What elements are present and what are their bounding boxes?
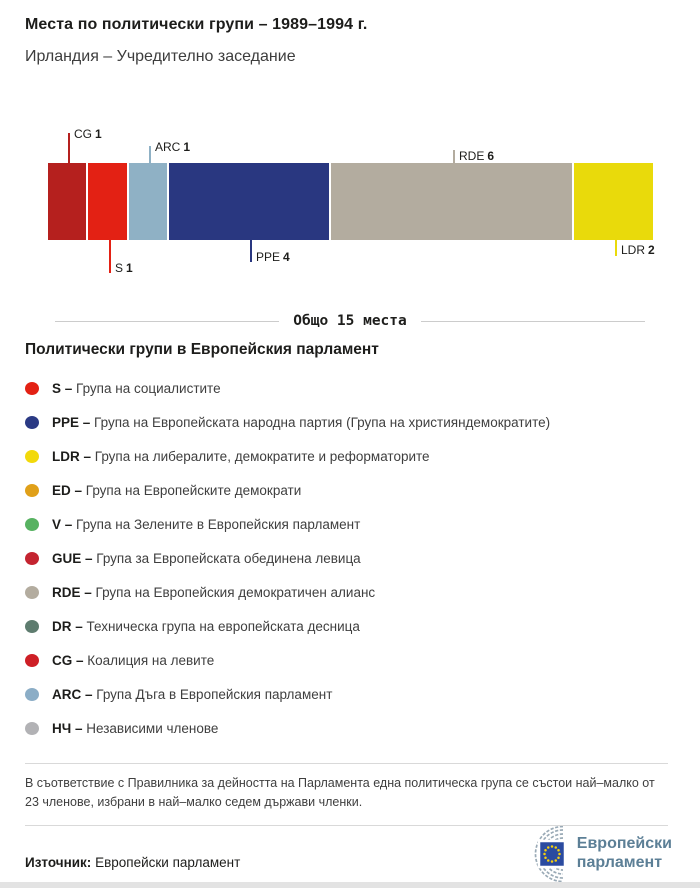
legend-item-arc: [25, 677, 685, 711]
legend-dot-нч: [25, 722, 39, 735]
seats-stacked-bar-chart: [0, 125, 700, 300]
legend-item-v: [25, 507, 685, 541]
legend-dot-ppe: [25, 416, 39, 429]
source-value: Европейски парламент: [95, 855, 241, 870]
legend-item-ed: [25, 473, 685, 507]
legend-label: CG – Коалиция на левите: [52, 652, 215, 668]
legend-heading: Политически групи в Европейския парламент: [25, 341, 379, 358]
divider-rule-left: [55, 321, 279, 322]
legend-label: PPE – Група на Европейската народна партия (Група на християндемократите): [52, 414, 551, 430]
total-seats-divider: [25, 309, 675, 333]
legend-label: НЧ – Независими членове: [52, 720, 219, 736]
logo-text-line2: парламент: [576, 854, 663, 871]
bar-label-arc: [155, 140, 190, 154]
legend-dot-rde: [25, 586, 39, 599]
total-seats-label: Общо 15 места: [293, 313, 407, 329]
bar-label-group: CG: [74, 127, 92, 141]
legend-label: RDE – Група на Европейския демократичен алианс: [52, 584, 376, 600]
bar-label-seats: 1: [183, 140, 191, 154]
european-parliament-logo: [505, 826, 672, 882]
bar-label-ppe: [256, 250, 290, 264]
leader-line-rde: [453, 150, 455, 163]
legend-item-ppe: [25, 405, 685, 439]
bar-label-group: PPE: [256, 250, 281, 264]
legend-label: GUE – Група за Европейската обединена левица: [52, 550, 361, 566]
legend-label: LDR – Група на либералите, демократите и реформаторите: [52, 448, 430, 464]
bar-segment-rde: [331, 163, 572, 240]
bar-label-s: [115, 261, 133, 275]
bar-label-seats: 1: [95, 127, 102, 141]
leader-line-arc: [149, 146, 151, 163]
bar-label-group: ARC: [155, 140, 181, 154]
bar-label-group: LDR: [621, 243, 646, 257]
leader-line-cg: [68, 133, 70, 169]
page-title: Места по политически групи – 1989–1994 г.: [25, 16, 368, 33]
legend-dot-cg: [25, 654, 39, 667]
bar-segment-arc: [129, 163, 167, 240]
legend-dot-arc: [25, 688, 39, 701]
bar-label-seats: 1: [126, 261, 133, 275]
legend-label: ED – Група на Европейските демократи: [52, 482, 302, 498]
bottom-strip: [0, 882, 700, 888]
legend-dot-s: [25, 382, 39, 395]
bar-segment-s: [88, 163, 126, 240]
bar-label-seats: 2: [648, 243, 655, 257]
legend-label: ARC – Група Дъга в Европейския парламент: [52, 686, 333, 702]
legend-dot-ldr: [25, 450, 39, 463]
legend-item-dr: [25, 609, 685, 643]
page-subtitle: Ирландия – Учредително заседание: [25, 48, 296, 65]
footnote: В съответствие с Правилника за дейността на Парламента една политическа група се състои най–малко от 23 членове, избрани в най–малко седем държави членки.: [25, 763, 668, 826]
leader-line-s: [109, 240, 111, 273]
source-label: Източник:: [25, 855, 92, 870]
legend-item-ldr: [25, 439, 685, 473]
divider-rule-right: [421, 321, 645, 322]
bar-label-ldr: [621, 243, 655, 257]
leader-line-ldr: [615, 240, 617, 256]
legend-item-cg: [25, 643, 685, 677]
bar-segment-ppe: [169, 163, 329, 240]
legend-item-нч: [25, 711, 685, 745]
bar-label-group: RDE: [459, 149, 485, 163]
legend-item-s: [25, 371, 685, 405]
bar-label-group: S: [115, 261, 124, 275]
legend-item-gue: [25, 541, 685, 575]
legend-label: DR – Техническа група на европейската десница: [52, 618, 360, 634]
hemicycle-eu-flag-icon: [505, 826, 569, 882]
bar-segment-cg: [48, 163, 86, 240]
legend-item-rde: [25, 575, 685, 609]
leader-line-ppe: [250, 240, 252, 262]
bar-label-rde: [459, 149, 494, 163]
bar-segment-ldr: [574, 163, 653, 240]
bar-label-cg: [74, 127, 102, 141]
logo-text-line1: Европейски: [576, 835, 672, 853]
bar-label-seats: 6: [487, 149, 495, 163]
legend-label: S – Група на социалистите: [52, 380, 221, 396]
source-line: [25, 855, 240, 870]
logo-text: [577, 835, 672, 873]
legend-dot-ed: [25, 484, 39, 497]
legend-dot-v: [25, 518, 39, 531]
legend-list: [25, 371, 685, 745]
legend-label: V – Група на Зелените в Европейския парламент: [52, 516, 361, 532]
legend-dot-gue: [25, 552, 39, 565]
bar-label-seats: 4: [283, 250, 290, 264]
legend-dot-dr: [25, 620, 39, 633]
